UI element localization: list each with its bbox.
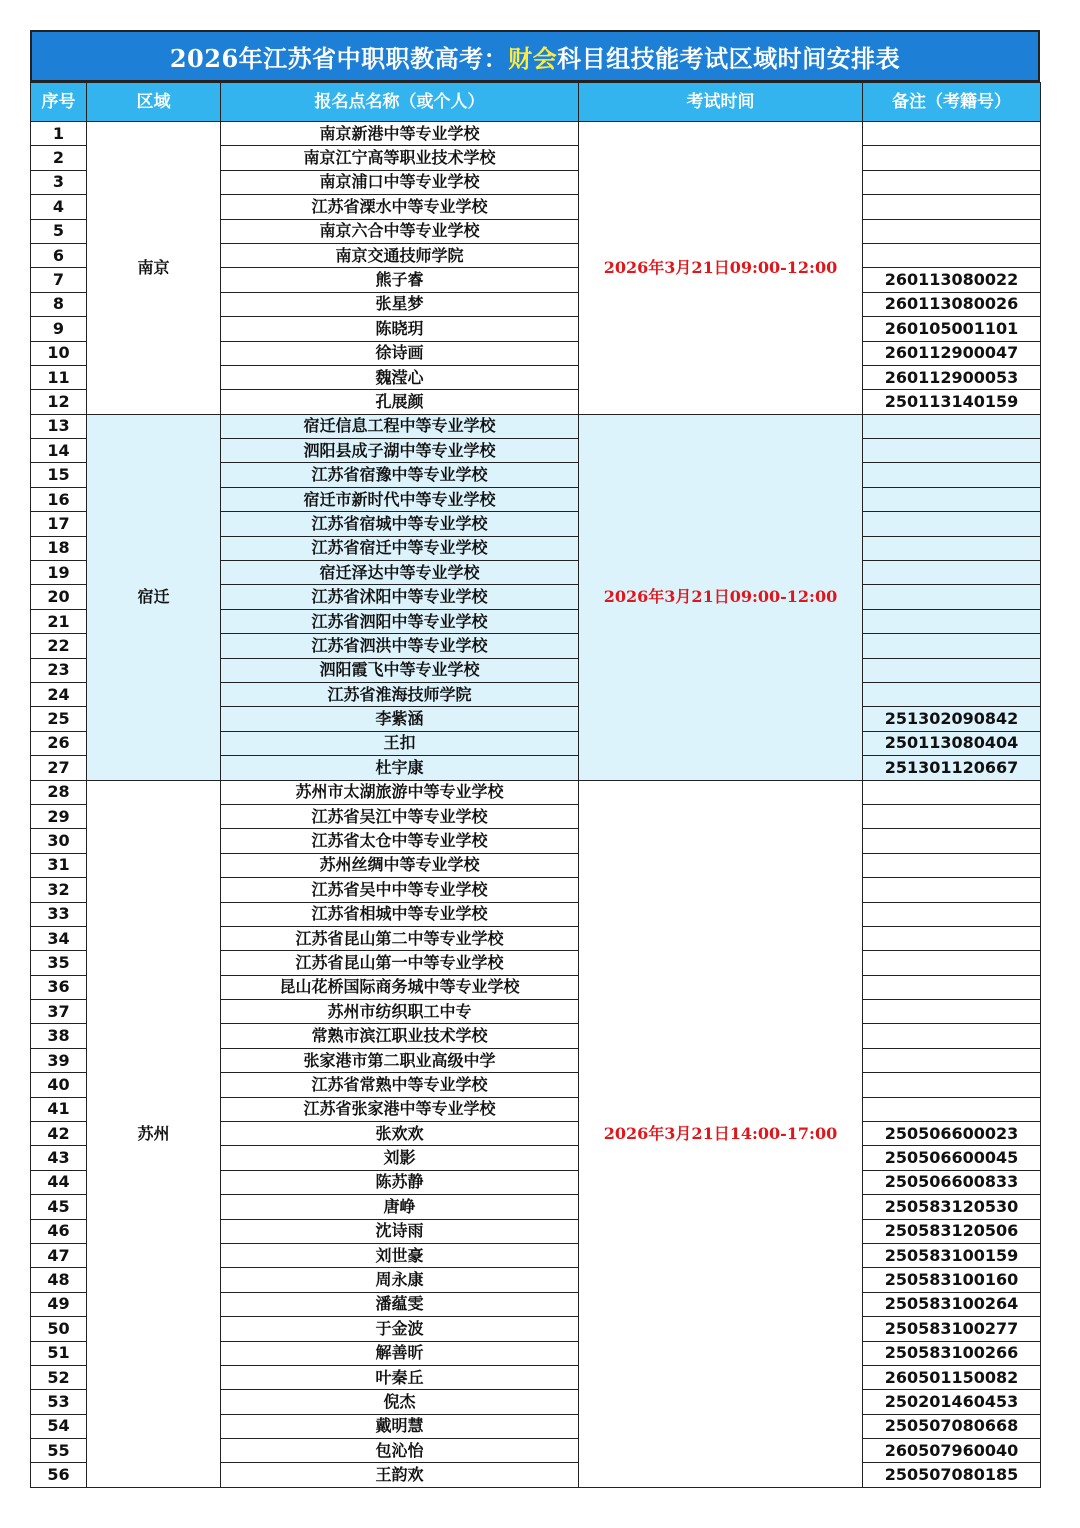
exam-id-note: 251302090842 — [863, 707, 1041, 731]
schedule-table — [30, 82, 1041, 1488]
registrant-name: 唐峥 — [221, 1195, 579, 1219]
exam-id-note: 250507080185 — [863, 1463, 1041, 1487]
row-index: 12 — [31, 390, 87, 414]
row-index: 2 — [31, 146, 87, 170]
registrant-name: 刘影 — [221, 1146, 579, 1170]
exam-id-note — [863, 243, 1041, 267]
row-index: 24 — [31, 682, 87, 706]
table-body — [31, 122, 1041, 1488]
row-index: 34 — [31, 926, 87, 950]
row-index: 1 — [31, 122, 87, 146]
exam-id-note — [863, 1097, 1041, 1121]
title-prefix: 2026年江苏省中职职教高考： — [169, 43, 509, 73]
row-index: 49 — [31, 1292, 87, 1316]
exam-id-note — [863, 804, 1041, 828]
exam-id-note — [863, 853, 1041, 877]
row-index: 19 — [31, 561, 87, 585]
row-index: 23 — [31, 658, 87, 682]
exam-id-note: 251301120667 — [863, 756, 1041, 780]
registrant-name: 江苏省宿豫中等专业学校 — [221, 463, 579, 487]
row-index: 25 — [31, 707, 87, 731]
exam-id-note: 250583120530 — [863, 1195, 1041, 1219]
exam-id-note — [863, 902, 1041, 926]
row-index: 56 — [31, 1463, 87, 1487]
registrant-name: 昆山花桥国际商务城中等专业学校 — [221, 975, 579, 999]
row-index: 53 — [31, 1390, 87, 1414]
table-header-row — [31, 83, 1041, 122]
row-index: 22 — [31, 634, 87, 658]
registrant-name: 苏州丝绸中等专业学校 — [221, 853, 579, 877]
table-row — [31, 780, 1041, 804]
row-index: 9 — [31, 317, 87, 341]
registrant-name: 杜宇康 — [221, 756, 579, 780]
registrant-name: 江苏省太仓中等专业学校 — [221, 829, 579, 853]
registrant-name: 南京交通技师学院 — [221, 243, 579, 267]
registrant-name: 解善昕 — [221, 1341, 579, 1365]
row-index: 21 — [31, 609, 87, 633]
exam-id-note: 260507960040 — [863, 1439, 1041, 1463]
registrant-name: 王扣 — [221, 731, 579, 755]
exam-id-note: 250507080668 — [863, 1414, 1041, 1438]
exam-id-note — [863, 512, 1041, 536]
exam-id-note — [863, 780, 1041, 804]
exam-id-note — [863, 414, 1041, 438]
row-index: 54 — [31, 1414, 87, 1438]
registrant-name: 张星梦 — [221, 292, 579, 316]
registrant-name: 李紫涵 — [221, 707, 579, 731]
exam-id-note: 250113140159 — [863, 390, 1041, 414]
row-index: 27 — [31, 756, 87, 780]
header-note: 备注（考籍号） — [863, 83, 1041, 122]
table-row — [31, 414, 1041, 438]
exam-id-note — [863, 195, 1041, 219]
exam-id-note: 250506600045 — [863, 1146, 1041, 1170]
row-index: 45 — [31, 1195, 87, 1219]
exam-id-note: 250583100277 — [863, 1317, 1041, 1341]
registrant-name: 周永康 — [221, 1268, 579, 1292]
registrant-name: 南京新港中等专业学校 — [221, 122, 579, 146]
header-idx: 序号 — [31, 83, 87, 122]
row-index: 18 — [31, 536, 87, 560]
exam-id-note — [863, 439, 1041, 463]
exam-id-note: 260501150082 — [863, 1365, 1041, 1389]
registrant-name: 戴明慧 — [221, 1414, 579, 1438]
row-index: 8 — [31, 292, 87, 316]
row-index: 7 — [31, 268, 87, 292]
registrant-name: 江苏省宿城中等专业学校 — [221, 512, 579, 536]
registrant-name: 江苏省相城中等专业学校 — [221, 902, 579, 926]
exam-id-note — [863, 463, 1041, 487]
row-index: 30 — [31, 829, 87, 853]
exam-id-note — [863, 585, 1041, 609]
exam-id-note — [863, 1024, 1041, 1048]
row-index: 29 — [31, 804, 87, 828]
row-index: 3 — [31, 170, 87, 194]
row-index: 11 — [31, 365, 87, 389]
registrant-name: 江苏省常熟中等专业学校 — [221, 1073, 579, 1097]
exam-id-note — [863, 219, 1041, 243]
row-index: 4 — [31, 195, 87, 219]
row-index: 31 — [31, 853, 87, 877]
exam-id-note: 250583100266 — [863, 1341, 1041, 1365]
registrant-name: 江苏省吴中中等专业学校 — [221, 878, 579, 902]
registrant-name: 魏滢心 — [221, 365, 579, 389]
schedule-sheet — [30, 30, 1040, 1488]
exam-time: 2026年3月21日09:00-12:00 — [579, 122, 863, 415]
row-index: 48 — [31, 1268, 87, 1292]
exam-id-note: 250201460453 — [863, 1390, 1041, 1414]
registrant-name: 常熟市滨江职业技术学校 — [221, 1024, 579, 1048]
row-index: 46 — [31, 1219, 87, 1243]
row-index: 5 — [31, 219, 87, 243]
registrant-name: 苏州市太湖旅游中等专业学校 — [221, 780, 579, 804]
exam-id-note — [863, 170, 1041, 194]
registrant-name: 王韵欢 — [221, 1463, 579, 1487]
exam-id-note — [863, 975, 1041, 999]
row-index: 43 — [31, 1146, 87, 1170]
exam-id-note — [863, 829, 1041, 853]
registrant-name: 孔展颜 — [221, 390, 579, 414]
exam-id-note — [863, 658, 1041, 682]
registrant-name: 江苏省吴江中等专业学校 — [221, 804, 579, 828]
row-index: 6 — [31, 243, 87, 267]
registrant-name: 叶秦丘 — [221, 1365, 579, 1389]
exam-id-note — [863, 1048, 1041, 1072]
registrant-name: 苏州市纺织职工中专 — [221, 1000, 579, 1024]
row-index: 35 — [31, 951, 87, 975]
exam-time: 2026年3月21日14:00-17:00 — [579, 780, 863, 1487]
registrant-name: 南京江宁高等职业技术学校 — [221, 146, 579, 170]
registrant-name: 江苏省张家港中等专业学校 — [221, 1097, 579, 1121]
exam-id-note — [863, 122, 1041, 146]
exam-id-note — [863, 536, 1041, 560]
region-cell: 南京 — [87, 122, 221, 415]
exam-id-note — [863, 1000, 1041, 1024]
row-index: 44 — [31, 1170, 87, 1194]
registrant-name: 泗阳县成子湖中等专业学校 — [221, 439, 579, 463]
exam-id-note — [863, 634, 1041, 658]
title-highlight: 财会 — [508, 43, 558, 73]
exam-id-note — [863, 487, 1041, 511]
registrant-name: 刘世豪 — [221, 1243, 579, 1267]
header-region: 区域 — [87, 83, 221, 122]
exam-id-note — [863, 561, 1041, 585]
registrant-name: 于金波 — [221, 1317, 579, 1341]
exam-id-note: 250583120506 — [863, 1219, 1041, 1243]
registrant-name: 陈苏静 — [221, 1170, 579, 1194]
row-index: 51 — [31, 1341, 87, 1365]
region-cell: 宿迁 — [87, 414, 221, 780]
exam-id-note: 250583100159 — [863, 1243, 1041, 1267]
registrant-name: 江苏省泗阳中等专业学校 — [221, 609, 579, 633]
exam-id-note — [863, 951, 1041, 975]
exam-time: 2026年3月21日09:00-12:00 — [579, 414, 863, 780]
exam-id-note: 260112900053 — [863, 365, 1041, 389]
row-index: 28 — [31, 780, 87, 804]
row-index: 26 — [31, 731, 87, 755]
row-index: 32 — [31, 878, 87, 902]
registrant-name: 倪杰 — [221, 1390, 579, 1414]
row-index: 38 — [31, 1024, 87, 1048]
exam-id-note: 260112900047 — [863, 341, 1041, 365]
exam-id-note: 250506600023 — [863, 1122, 1041, 1146]
exam-id-note: 250583100264 — [863, 1292, 1041, 1316]
registrant-name: 江苏省淮海技师学院 — [221, 682, 579, 706]
row-index: 37 — [31, 1000, 87, 1024]
header-time: 考试时间 — [579, 83, 863, 122]
registrant-name: 江苏省昆山第二中等专业学校 — [221, 926, 579, 950]
exam-id-note: 250113080404 — [863, 731, 1041, 755]
registrant-name: 泗阳霞飞中等专业学校 — [221, 658, 579, 682]
exam-id-note — [863, 146, 1041, 170]
exam-id-note — [863, 926, 1041, 950]
exam-id-note: 260105001101 — [863, 317, 1041, 341]
row-index: 15 — [31, 463, 87, 487]
registrant-name: 张家港市第二职业高级中学 — [221, 1048, 579, 1072]
exam-id-note — [863, 878, 1041, 902]
registrant-name: 江苏省溧水中等专业学校 — [221, 195, 579, 219]
registrant-name: 江苏省泗洪中等专业学校 — [221, 634, 579, 658]
exam-id-note — [863, 682, 1041, 706]
exam-id-note: 260113080026 — [863, 292, 1041, 316]
row-index: 55 — [31, 1439, 87, 1463]
exam-id-note — [863, 1073, 1041, 1097]
exam-id-note: 260113080022 — [863, 268, 1041, 292]
row-index: 42 — [31, 1122, 87, 1146]
header-name: 报名点名称（或个人） — [221, 83, 579, 122]
registrant-name: 潘蕴雯 — [221, 1292, 579, 1316]
row-index: 20 — [31, 585, 87, 609]
page-title — [30, 30, 1040, 82]
table-row — [31, 122, 1041, 146]
title-suffix: 科目组技能考试区域时间安排表 — [557, 43, 901, 73]
row-index: 39 — [31, 1048, 87, 1072]
registrant-name: 宿迁泽达中等专业学校 — [221, 561, 579, 585]
row-index: 50 — [31, 1317, 87, 1341]
registrant-name: 宿迁市新时代中等专业学校 — [221, 487, 579, 511]
row-index: 14 — [31, 439, 87, 463]
registrant-name: 熊子睿 — [221, 268, 579, 292]
registrant-name: 江苏省沭阳中等专业学校 — [221, 585, 579, 609]
exam-id-note: 250583100160 — [863, 1268, 1041, 1292]
registrant-name: 张欢欢 — [221, 1122, 579, 1146]
row-index: 16 — [31, 487, 87, 511]
registrant-name: 包沁怡 — [221, 1439, 579, 1463]
region-cell: 苏州 — [87, 780, 221, 1487]
row-index: 36 — [31, 975, 87, 999]
exam-id-note: 250506600833 — [863, 1170, 1041, 1194]
row-index: 52 — [31, 1365, 87, 1389]
row-index: 40 — [31, 1073, 87, 1097]
registrant-name: 江苏省昆山第一中等专业学校 — [221, 951, 579, 975]
registrant-name: 徐诗画 — [221, 341, 579, 365]
row-index: 13 — [31, 414, 87, 438]
registrant-name: 陈晓玥 — [221, 317, 579, 341]
row-index: 33 — [31, 902, 87, 926]
row-index: 41 — [31, 1097, 87, 1121]
row-index: 10 — [31, 341, 87, 365]
row-index: 47 — [31, 1243, 87, 1267]
row-index: 17 — [31, 512, 87, 536]
registrant-name: 南京六合中等专业学校 — [221, 219, 579, 243]
registrant-name: 江苏省宿迁中等专业学校 — [221, 536, 579, 560]
registrant-name: 沈诗雨 — [221, 1219, 579, 1243]
exam-id-note — [863, 609, 1041, 633]
registrant-name: 宿迁信息工程中等专业学校 — [221, 414, 579, 438]
registrant-name: 南京浦口中等专业学校 — [221, 170, 579, 194]
